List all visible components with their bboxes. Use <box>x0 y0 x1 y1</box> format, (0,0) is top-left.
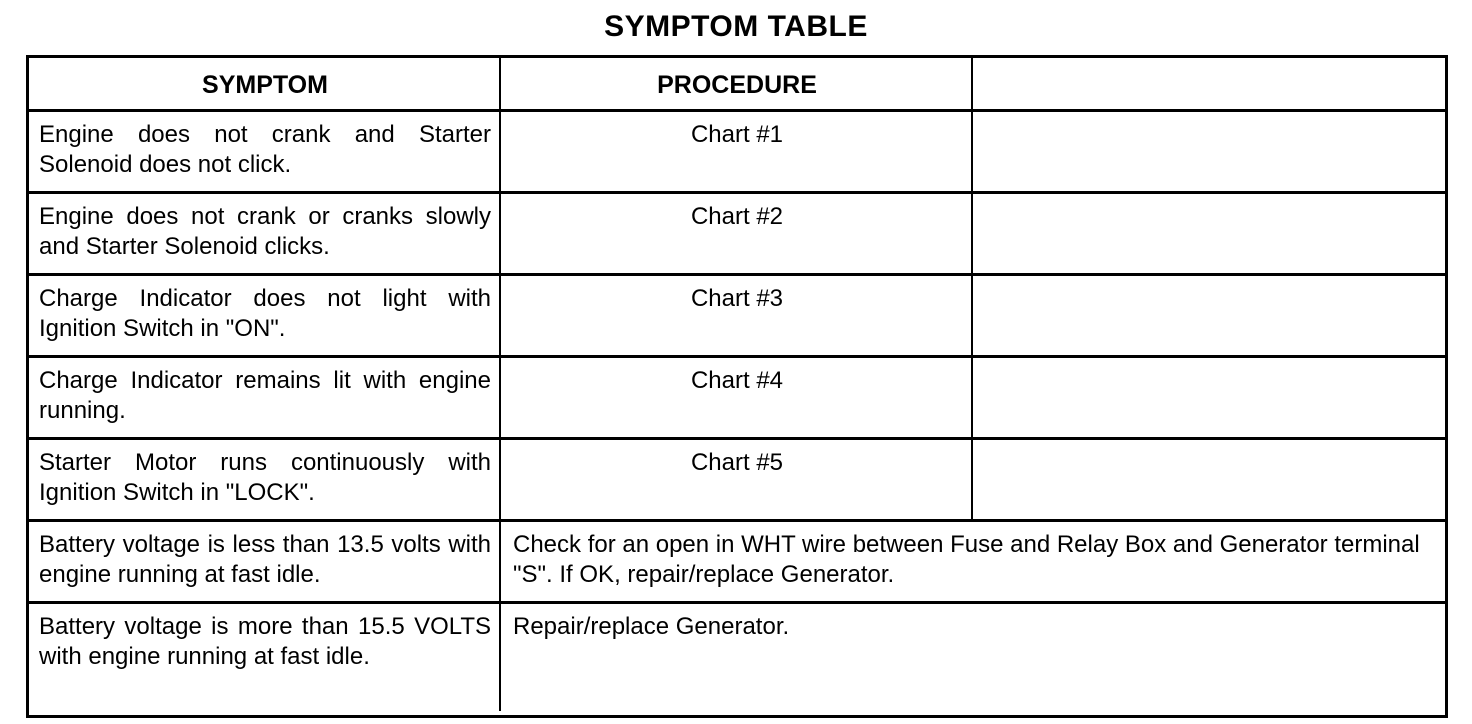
table-row-extra <box>973 358 1445 440</box>
table-row-extra <box>973 440 1445 522</box>
table-row-symptom: Battery voltage is more than 15.5 VOLTS with engine running at fast idle. <box>29 604 501 711</box>
page-title: SYMPTOM TABLE <box>604 10 868 43</box>
symptom-table <box>26 55 1448 718</box>
table-row-symptom: Charge Indicator remains lit with engine running. <box>29 358 501 440</box>
table-row-procedure: Chart #1 <box>501 112 973 194</box>
table-row-symptom: Battery voltage is less than 13.5 volts with engine running at fast idle. <box>29 522 501 604</box>
table-row-procedure: Repair/replace Generator. <box>513 613 790 640</box>
table-row-symptom: Engine does not crank or cranks slowly and Starter Solenoid clicks. <box>29 194 501 276</box>
table-row-extra <box>973 276 1445 358</box>
table-row-procedure: Check for an open in WHT wire between Fuse and Relay Box and Generator terminal "S". If OK, repair/replace Generator. <box>501 522 1445 604</box>
table-row-extra <box>973 194 1445 276</box>
header-extra <box>973 58 1445 112</box>
header-symptom: SYMPTOM <box>29 58 501 112</box>
table-row-symptom: Charge Indicator does not light with Ignition Switch in "ON". <box>29 276 501 358</box>
table-row-procedure: Chart #2 <box>501 194 973 276</box>
table-row-symptom: Starter Motor runs continuously with Ignition Switch in "LOCK". <box>29 440 501 522</box>
table-row-symptom: Engine does not crank and Starter Solenoid does not click. <box>29 112 501 194</box>
table-row-procedure: Chart #4 <box>501 358 973 440</box>
header-procedure: PROCEDURE <box>501 58 973 112</box>
table-row-procedure: Chart #3 <box>501 276 973 358</box>
table-row-procedure: Chart #5 <box>501 440 973 522</box>
table-row-extra <box>973 112 1445 194</box>
